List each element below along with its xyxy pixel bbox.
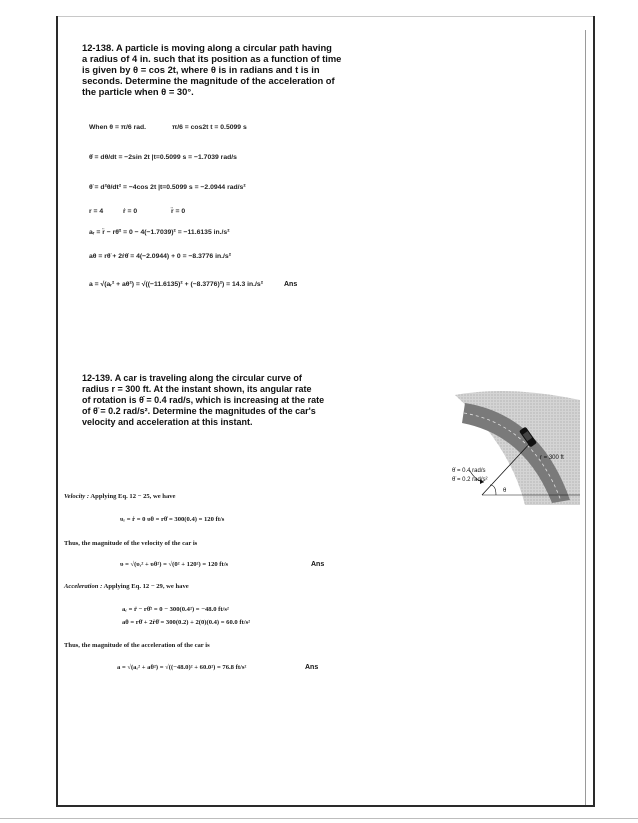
when-equation: π/6 = cos2t t = 0.5099 s	[172, 124, 247, 131]
page-frame-right	[593, 16, 595, 807]
page-bottom-line	[0, 818, 638, 819]
answer-label-velocity: Ans	[311, 561, 325, 568]
a-theta-equation-138: aθ = rθ̈ + 2ṙθ̇ = 4(−2.0944) + 0 = −8.3776 in./s²	[89, 253, 231, 260]
problem-138-line-4: seconds. Determine the magnitude of the acceleration of	[82, 75, 335, 86]
a-r-equation-138: aᵣ = r̈ − rθ̇² = 0 − 4(−1.7039)² = −11.6135 in./s²	[89, 229, 230, 236]
answer-label-138: Ans	[284, 281, 298, 288]
when-line: When θ = π/6 rad.	[89, 124, 147, 131]
acceleration-total: a = √(aᵣ² + aθ²) = √((−48.0)² + 60.0²) = 76.8 ft/s²	[117, 664, 247, 671]
theta-ddot-label: θ̈ = 0.2 rad/s²	[452, 477, 488, 483]
velocity-components: υᵣ = ṙ = 0 υθ = rθ̇ = 300(0.4) = 120 ft/s	[120, 516, 225, 523]
page-frame-right-inner	[585, 30, 586, 805]
a-r-equation-139: aᵣ = r̈ − rθ̇² = 0 − 300(0.4²) = −48.0 ft/s²	[122, 606, 229, 613]
page-frame-bottom	[56, 805, 595, 807]
answer-label-acceleration: Ans	[305, 664, 319, 671]
r-label: r = 300 ft	[540, 455, 564, 461]
problem-139-line-2: radius r = 300 ft. At the instant shown, its angular rate	[82, 384, 312, 394]
problem-138-line-5: the particle when θ = 30°.	[82, 86, 194, 97]
page-frame-left	[56, 16, 58, 807]
acceleration-intro	[64, 583, 189, 590]
problem-138-line-1: 12-138. A particle is moving along a circular path having	[82, 42, 332, 53]
a-total-equation-138: a = √(aᵣ² + aθ²) = √((−11.6135)² + (−8.3776)²) = 14.3 in./s²	[89, 281, 263, 288]
theta-label: θ	[503, 488, 507, 494]
problem-139-line-1: 12-139. A car is traveling along the circular curve of	[82, 373, 302, 383]
velocity-heading: Velocity :	[64, 493, 90, 500]
theta-ddot-equation: θ̈ = d²θ/dt² = −4cos 2t |t=0.5099 s = −2.0944 rad/s²	[89, 184, 246, 191]
problem-138-line-2: a radius of 4 in. such that its position as a function of time	[82, 53, 342, 64]
car-road-figure	[440, 385, 580, 505]
theta-dot-equation: θ̇ = dθ/dt = −2sin 2t |t=0.5099 s = −1.7039 rad/s	[89, 154, 237, 161]
theta-dot-label: θ̇ = 0.4 rad/s	[452, 468, 486, 474]
velocity-total: υ = √(υᵣ² + υθ²) = √(0² + 120²) = 120 ft/s	[120, 561, 229, 568]
problem-139-line-3: of rotation is θ̇ = 0.4 rad/s, which is increasing at the rate	[82, 395, 325, 405]
problem-139-line-5: velocity and acceleration at this instant.	[82, 417, 253, 427]
velocity-intro	[64, 493, 176, 500]
a-theta-equation-139: aθ = rθ̈ + 2ṙθ̇ = 300(0.2) + 2(0)(0.4) = 60.0 ft/s²	[122, 619, 251, 626]
r-dot-value: ṙ = 0	[123, 208, 138, 215]
problem-138-line-3: is given by θ = cos 2t, where θ is in radians and t is in	[82, 64, 320, 75]
r-value: r = 4	[89, 208, 104, 215]
acceleration-text: Applying Eq. 12 − 29, we have	[103, 583, 189, 590]
acceleration-heading: Acceleration :	[64, 583, 103, 590]
page-frame-top	[56, 16, 595, 17]
r-ddot-value: r̈ = 0	[171, 208, 186, 215]
acceleration-thus: Thus, the magnitude of the acceleration of the car is	[64, 642, 210, 649]
velocity-thus: Thus, the magnitude of the velocity of the car is	[64, 540, 198, 547]
velocity-text: Applying Eq. 12 − 25, we have	[90, 493, 176, 500]
theta-arc	[490, 485, 496, 495]
problem-139-line-4: of θ̈ = 0.2 rad/s². Determine the magnitudes of the car's	[82, 406, 316, 416]
